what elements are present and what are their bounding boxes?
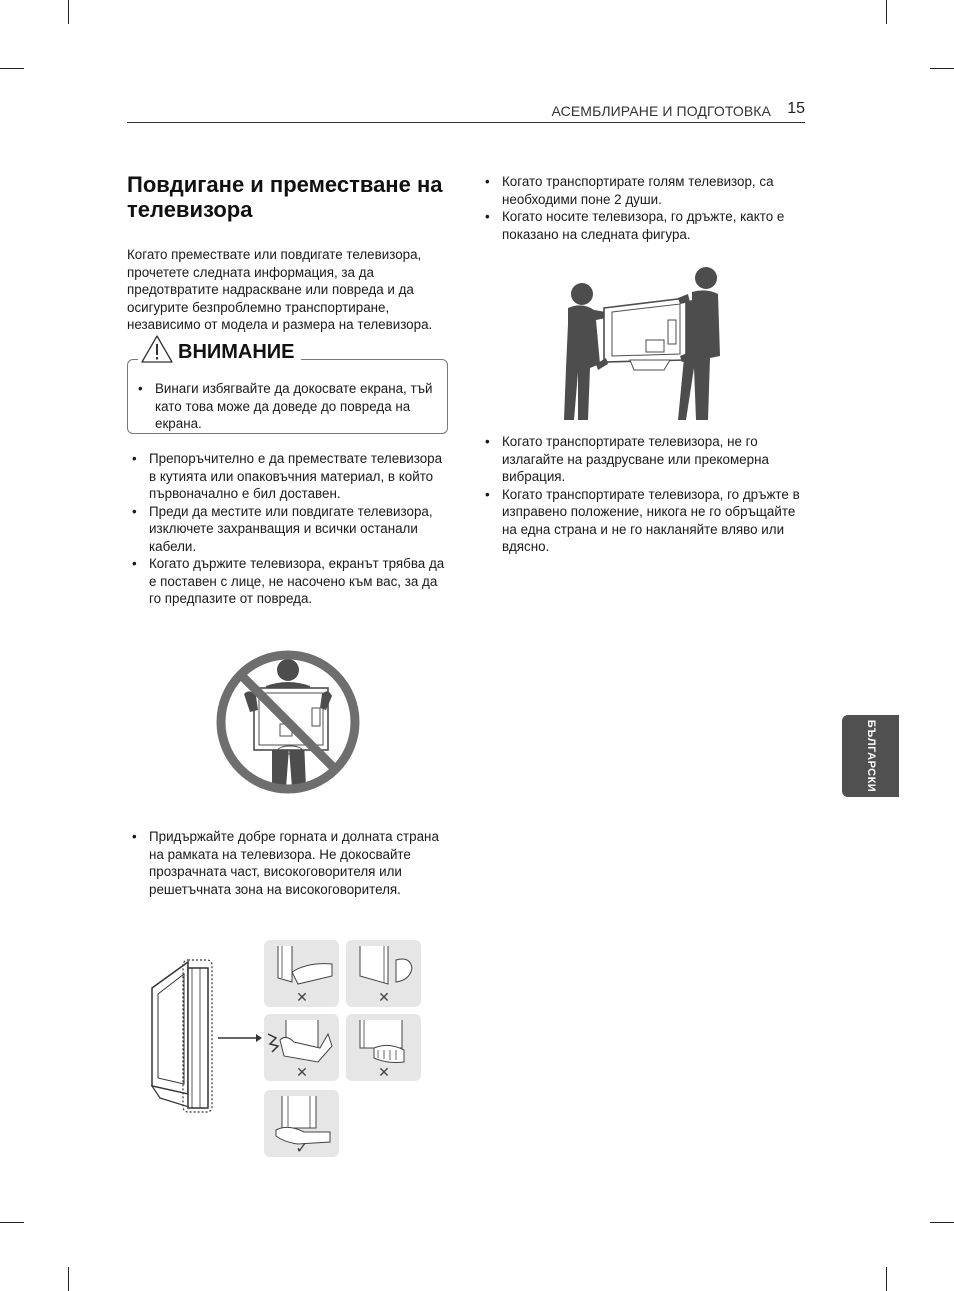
caution-box xyxy=(127,341,448,434)
crop-mark xyxy=(68,0,69,24)
crop-mark xyxy=(68,1267,69,1291)
moving-tips-list xyxy=(127,450,452,608)
wrong-grip-mark: ✕ xyxy=(378,990,390,1006)
crop-mark xyxy=(930,1222,954,1223)
list-item: • Когато държите телевизора, екранът трябва да е поставен с лице, не насочено към вас, за да го предпазите от повреда. xyxy=(127,555,452,608)
wrong-grip-mark: ✕ xyxy=(296,990,308,1006)
language-tab xyxy=(842,715,899,797)
vibration-tips-list xyxy=(480,433,805,556)
intro-paragraph: Когато премествате или повдигате телевизора, прочетете следната информация, за да предотвратите надраскване или повреда и да осигурите безпроблемно транспортиране, независимо от модела и размера на телевизора. xyxy=(127,247,433,332)
wrong-grip-mark: ✕ xyxy=(296,1065,308,1081)
wrong-grip-mark: ✕ xyxy=(378,1065,390,1081)
list-item: • Когато транспортирате голям телевизор, са необходими поне 2 души. xyxy=(480,173,805,208)
correct-grip-mark: ✓ xyxy=(295,1138,309,1157)
crop-mark xyxy=(0,1222,24,1223)
prohibited-carry-illustration xyxy=(214,648,362,796)
warning-triangle-icon xyxy=(140,334,174,364)
page-header xyxy=(127,100,805,122)
list-item: • Когато транспортирате телевизора, не го излагайте на раздрусване или прекомерна вибрация. xyxy=(480,433,805,486)
crop-mark xyxy=(886,0,887,24)
header-divider xyxy=(127,122,805,123)
two-person-carry-illustration xyxy=(560,264,728,422)
caution-list xyxy=(136,380,441,433)
list-item: • Когато транспортирате телевизора, го дръжте в изправено положение, никога не го обръщайте на една страна и не го накланяйте вляво или вдясно. xyxy=(480,486,805,556)
language-label: БЪЛГАРСКИ xyxy=(864,719,877,793)
page-title: Повдигане и преместване на телевизора xyxy=(127,172,443,222)
list-item: • Винаги избягвайте да докосвате екрана, тъй като това може да доведе до повреда на екрана. xyxy=(136,380,441,433)
page-number: 15 xyxy=(787,100,805,117)
grip-positions-illustration xyxy=(148,938,428,1162)
transport-tips-list xyxy=(480,173,805,243)
list-item: • Придържайте добре горната и долната страна на рамката на телевизора. Не докосвайте прозрачната част, високоговорителя или решетъчната зона на високоговорителя. xyxy=(127,828,452,898)
list-item: • Когато носите телевизора, го дръжте, както е показано на следната фигура. xyxy=(480,208,805,243)
list-item: • Препоръчително е да премествате телевизора в кутията или опаковъчния материал, в който първоначално е бил доставен. xyxy=(127,450,452,503)
list-item: • Преди да местите или повдигате телевизора, изключете захранващия и всички останали кабели. xyxy=(127,503,452,556)
grip-tips-list xyxy=(127,828,452,898)
crop-mark xyxy=(886,1267,887,1291)
section-title: АСЕМБЛИРАНЕ И ПОДГОТОВКА xyxy=(551,103,771,119)
crop-mark xyxy=(930,68,954,69)
caution-header xyxy=(138,334,301,364)
caution-title: ВНИМАНИЕ xyxy=(178,341,295,363)
crop-mark xyxy=(0,68,24,69)
